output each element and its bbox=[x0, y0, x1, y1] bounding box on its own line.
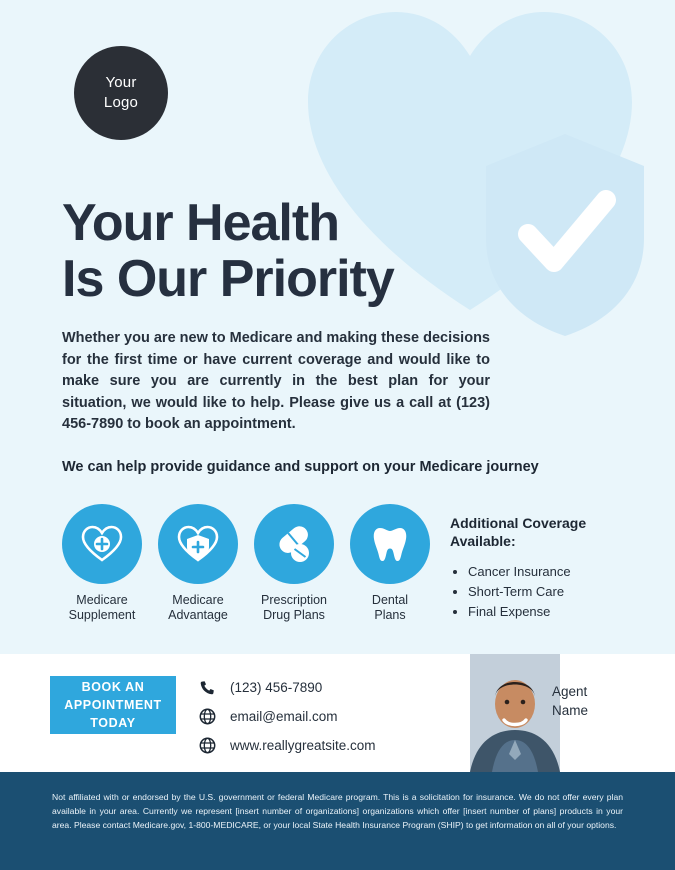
services-row bbox=[62, 504, 430, 623]
service-icon-circle bbox=[62, 504, 142, 584]
additional-coverage-title-line-1: Additional Coverage bbox=[450, 515, 587, 531]
list-item: • Short-Term Care bbox=[468, 582, 650, 602]
subheading: We can help provide guidance and support on your Medicare journey bbox=[62, 459, 539, 475]
contact-email-text: email@email.com bbox=[230, 709, 338, 724]
agent-portrait-icon bbox=[470, 654, 560, 772]
intro-phone: (123) 456-7890 bbox=[62, 394, 490, 432]
headline-line-1: Your Health bbox=[62, 194, 339, 252]
service-medicare-advantage[interactable] bbox=[158, 504, 238, 623]
heart-plus-icon bbox=[80, 522, 124, 566]
intro-text-before: Whether you are new to Medicare and making these decisions for the first time or have current coverage and would like to make sure you are currently in the best plan for your situation, we would like to help. Please give us a call at bbox=[62, 330, 490, 411]
service-caption-line-2: Drug Plans bbox=[263, 608, 325, 622]
service-medicare-supplement[interactable] bbox=[62, 504, 142, 623]
heart-shield-plus-icon bbox=[176, 522, 220, 566]
agent-name-line-2: Name bbox=[552, 703, 589, 718]
page-title bbox=[62, 195, 532, 307]
phone-icon bbox=[196, 677, 218, 699]
service-icon-circle bbox=[350, 504, 430, 584]
service-dental-plans[interactable] bbox=[350, 504, 430, 623]
cta-line-3: TODAY bbox=[90, 716, 136, 730]
service-caption-line-2: Plans bbox=[374, 608, 406, 622]
contact-phone[interactable] bbox=[196, 673, 376, 702]
service-caption bbox=[158, 593, 238, 623]
list-item: • Final Expense bbox=[468, 602, 650, 622]
intro-text-after: to book an appointment. bbox=[123, 416, 296, 432]
agent-name bbox=[552, 682, 588, 720]
disclaimer-text: Not affiliated with or endorsed by the U.S. government or federal Medicare program. This is a solicitation for insurance. We do not offer every plan available in your area. Currently we represent [insert number of organizations] organizations which offer [insert number of plans] products in your area. Please contact Medicare.gov, 1-800-MEDICARE, or your local State Health Insurance Program (SHIP) to get information on all of your options. bbox=[0, 772, 675, 870]
logo-badge bbox=[74, 46, 168, 140]
contact-email[interactable] bbox=[196, 702, 376, 731]
service-prescription-drug-plans[interactable] bbox=[254, 504, 334, 623]
list-item: • Cancer Insurance bbox=[468, 562, 650, 582]
service-icon-circle bbox=[254, 504, 334, 584]
intro-paragraph bbox=[62, 328, 490, 436]
agent-name-line-1: Agent bbox=[552, 684, 588, 699]
contact-phone-text: (123) 456-7890 bbox=[230, 680, 323, 695]
additional-coverage-list bbox=[468, 562, 650, 622]
additional-coverage-title bbox=[450, 514, 650, 550]
contact-list bbox=[196, 673, 376, 760]
service-caption bbox=[254, 593, 334, 623]
additional-coverage-title-line-2: Available: bbox=[450, 533, 516, 549]
service-caption-line-1: Dental bbox=[371, 593, 409, 607]
service-caption-line-1: Medicare bbox=[76, 593, 128, 607]
globe-icon bbox=[196, 706, 218, 728]
service-caption bbox=[62, 593, 142, 623]
tooth-icon bbox=[368, 522, 412, 566]
globe-icon bbox=[196, 735, 218, 757]
service-caption-line-2: Supplement bbox=[68, 608, 136, 622]
agent-photo bbox=[470, 654, 560, 772]
cta-line-2: APPOINTMENT bbox=[64, 698, 162, 712]
service-caption-line-1: Medicare bbox=[172, 593, 224, 607]
book-appointment-button[interactable] bbox=[50, 676, 176, 734]
service-icon-circle bbox=[158, 504, 238, 584]
additional-coverage-block bbox=[450, 514, 650, 622]
headline-line-2: Is Our Priority bbox=[62, 250, 394, 308]
service-caption bbox=[350, 593, 430, 623]
service-caption-line-2: Advantage bbox=[168, 608, 228, 622]
contact-website-text: www.reallygreatsite.com bbox=[230, 738, 376, 753]
logo-line-1: Your bbox=[105, 74, 137, 91]
contact-website[interactable] bbox=[196, 731, 376, 760]
logo-line-2: Logo bbox=[103, 94, 139, 111]
service-caption-line-1: Prescription bbox=[261, 593, 327, 607]
cta-line-1: BOOK AN bbox=[81, 680, 145, 694]
pills-icon bbox=[272, 522, 316, 566]
